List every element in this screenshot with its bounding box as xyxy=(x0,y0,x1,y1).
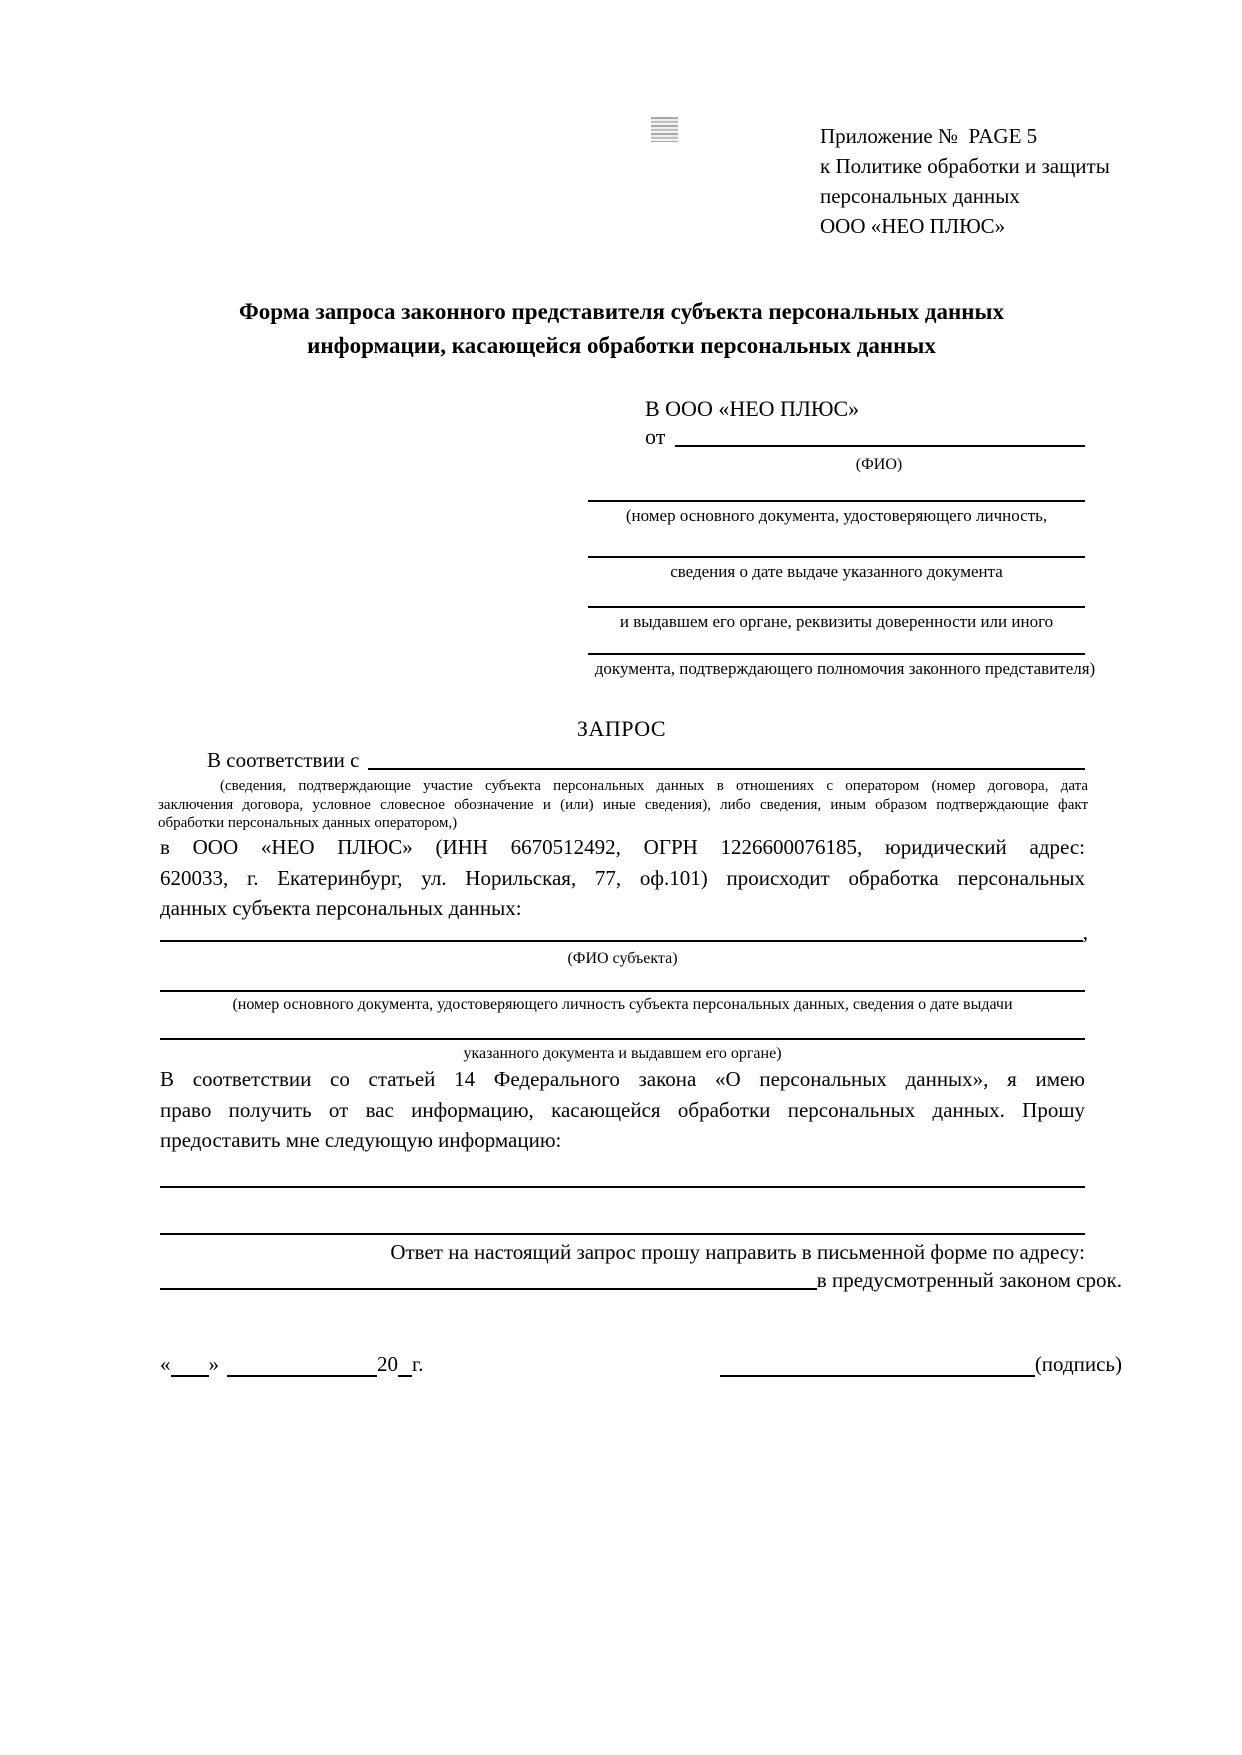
answer-address-row xyxy=(160,1268,1122,1293)
signature-field-line[interactable] xyxy=(720,1353,1035,1377)
representative-doc-field-line-3[interactable] xyxy=(588,606,1085,608)
embedded-object-icon xyxy=(651,117,678,142)
subject-doc-field-line-2[interactable] xyxy=(160,1038,1085,1040)
fio-caption: (ФИО) xyxy=(855,456,903,473)
year-prefix: 20 xyxy=(377,1352,398,1376)
request-heading: ЗАПРОС xyxy=(576,716,667,741)
appendix-block xyxy=(820,121,1140,241)
appendix-line: персональных данных xyxy=(820,184,1020,208)
representative-doc-caption-2: сведения о дате выдаче указанного документа xyxy=(670,562,1003,581)
rights-paragraph-line: право получить от вас информацию, касающейся обработки персональных данных. Прошу xyxy=(160,1097,1085,1122)
answer-instruction-tail: в предусмотренный законом срок. xyxy=(816,1268,1122,1292)
date-year-field-line[interactable] xyxy=(398,1355,412,1377)
signature-caption: (подпись) xyxy=(1034,1352,1122,1376)
subject-fio-caption: (ФИО субъекта) xyxy=(567,950,678,967)
representative-doc-field-line-1[interactable] xyxy=(588,500,1085,502)
requested-info-field-line-1[interactable] xyxy=(160,1186,1085,1188)
basis-note-line: обработки персональных данных оператором,) xyxy=(158,815,458,831)
representative-doc-caption-3: и выдавшем его органе, реквизиты доверенности или иного xyxy=(619,612,1054,631)
appendix-line: ООО «НЕО ПЛЮС» xyxy=(820,214,1006,238)
representative-doc-field-line-4[interactable] xyxy=(588,653,1085,655)
representative-doc-caption-4: документа, подтверждающего полномочия законного представителя) xyxy=(594,659,1096,678)
signature-group xyxy=(720,1352,1122,1377)
basis-note xyxy=(158,777,1088,833)
appendix-line: к Политике обработки и защиты xyxy=(820,154,1110,178)
appendix-line: Приложение № PAGE 5 xyxy=(820,124,1038,148)
date-open-quote: « xyxy=(160,1352,171,1376)
subject-doc-caption-1: (номер основного документа, удостоверяющего личность субъекта персональных данных, сведения о дате выдачи xyxy=(232,996,1013,1013)
addressee-organization: В ООО «НЕО ПЛЮС» xyxy=(645,396,860,421)
subject-doc-field-line-1[interactable] xyxy=(160,990,1085,992)
date-close-quote: » xyxy=(208,1352,219,1376)
from-row xyxy=(645,424,1085,450)
requested-info-field-line-2[interactable] xyxy=(160,1233,1085,1235)
document-title-line2: информации, касающейся обработки персональных данных xyxy=(307,333,936,358)
representative-fio-field-line[interactable] xyxy=(675,424,1085,447)
answer-instruction: Ответ на настоящий запрос прошу направить в письменной форме по адресу: xyxy=(390,1240,1085,1264)
basis-field-line[interactable] xyxy=(368,748,1086,770)
document-title xyxy=(158,295,1085,363)
representative-doc-field-line-2[interactable] xyxy=(588,556,1085,558)
answer-address-field-line[interactable] xyxy=(160,1268,817,1290)
representative-doc-caption-1: (номер основного документа, удостоверяющего личность, xyxy=(625,506,1048,525)
operator-paragraph-line: в ООО «НЕО ПЛЮС» (ИНН 6670512492, ОГРН 1226600076185, юридический адрес: xyxy=(160,835,1085,859)
date-day-field-line[interactable] xyxy=(171,1355,209,1377)
from-label: от xyxy=(645,424,666,449)
basis-label: В соответствии с xyxy=(207,748,360,772)
date-month-field-line[interactable] xyxy=(227,1355,377,1377)
date-group xyxy=(160,1352,424,1377)
subject-doc-caption-2: указанного документа и выдавшем его органе) xyxy=(463,1045,782,1062)
operator-paragraph-line: данных субъекта персональных данных: xyxy=(160,896,522,920)
document-title-line1: Форма запроса законного представителя субъекта персональных данных xyxy=(239,299,1004,324)
date-signature-row xyxy=(160,1352,1122,1377)
operator-paragraph-line: 620033, г. Екатеринбург, ул. Норильская, 77, оф.101) происходит обработка персональных xyxy=(160,865,1085,890)
operator-paragraph xyxy=(160,832,1085,924)
rights-paragraph-line: предоставить мне следующую информацию: xyxy=(160,1128,562,1152)
basis-row xyxy=(160,748,1085,773)
subject-fio-row xyxy=(160,920,1088,945)
subject-fio-comma: , xyxy=(1082,920,1088,944)
basis-note-line: (сведения, подтверждающие участие субъекта персональных данных в отношениях с оператором (номер договора, дата xyxy=(220,778,1088,794)
basis-note-line: заключения договора, условное словесное обозначение и (или) иные сведения), либо сведения, иным образом подтверждающие факт xyxy=(158,796,1088,813)
rights-paragraph xyxy=(160,1064,1085,1156)
rights-paragraph-line: В соответствии со статьей 14 Федерального закона «О персональных данных», я имею xyxy=(160,1067,1085,1091)
year-suffix: г. xyxy=(412,1352,424,1376)
subject-fio-field-line[interactable] xyxy=(160,920,1083,942)
